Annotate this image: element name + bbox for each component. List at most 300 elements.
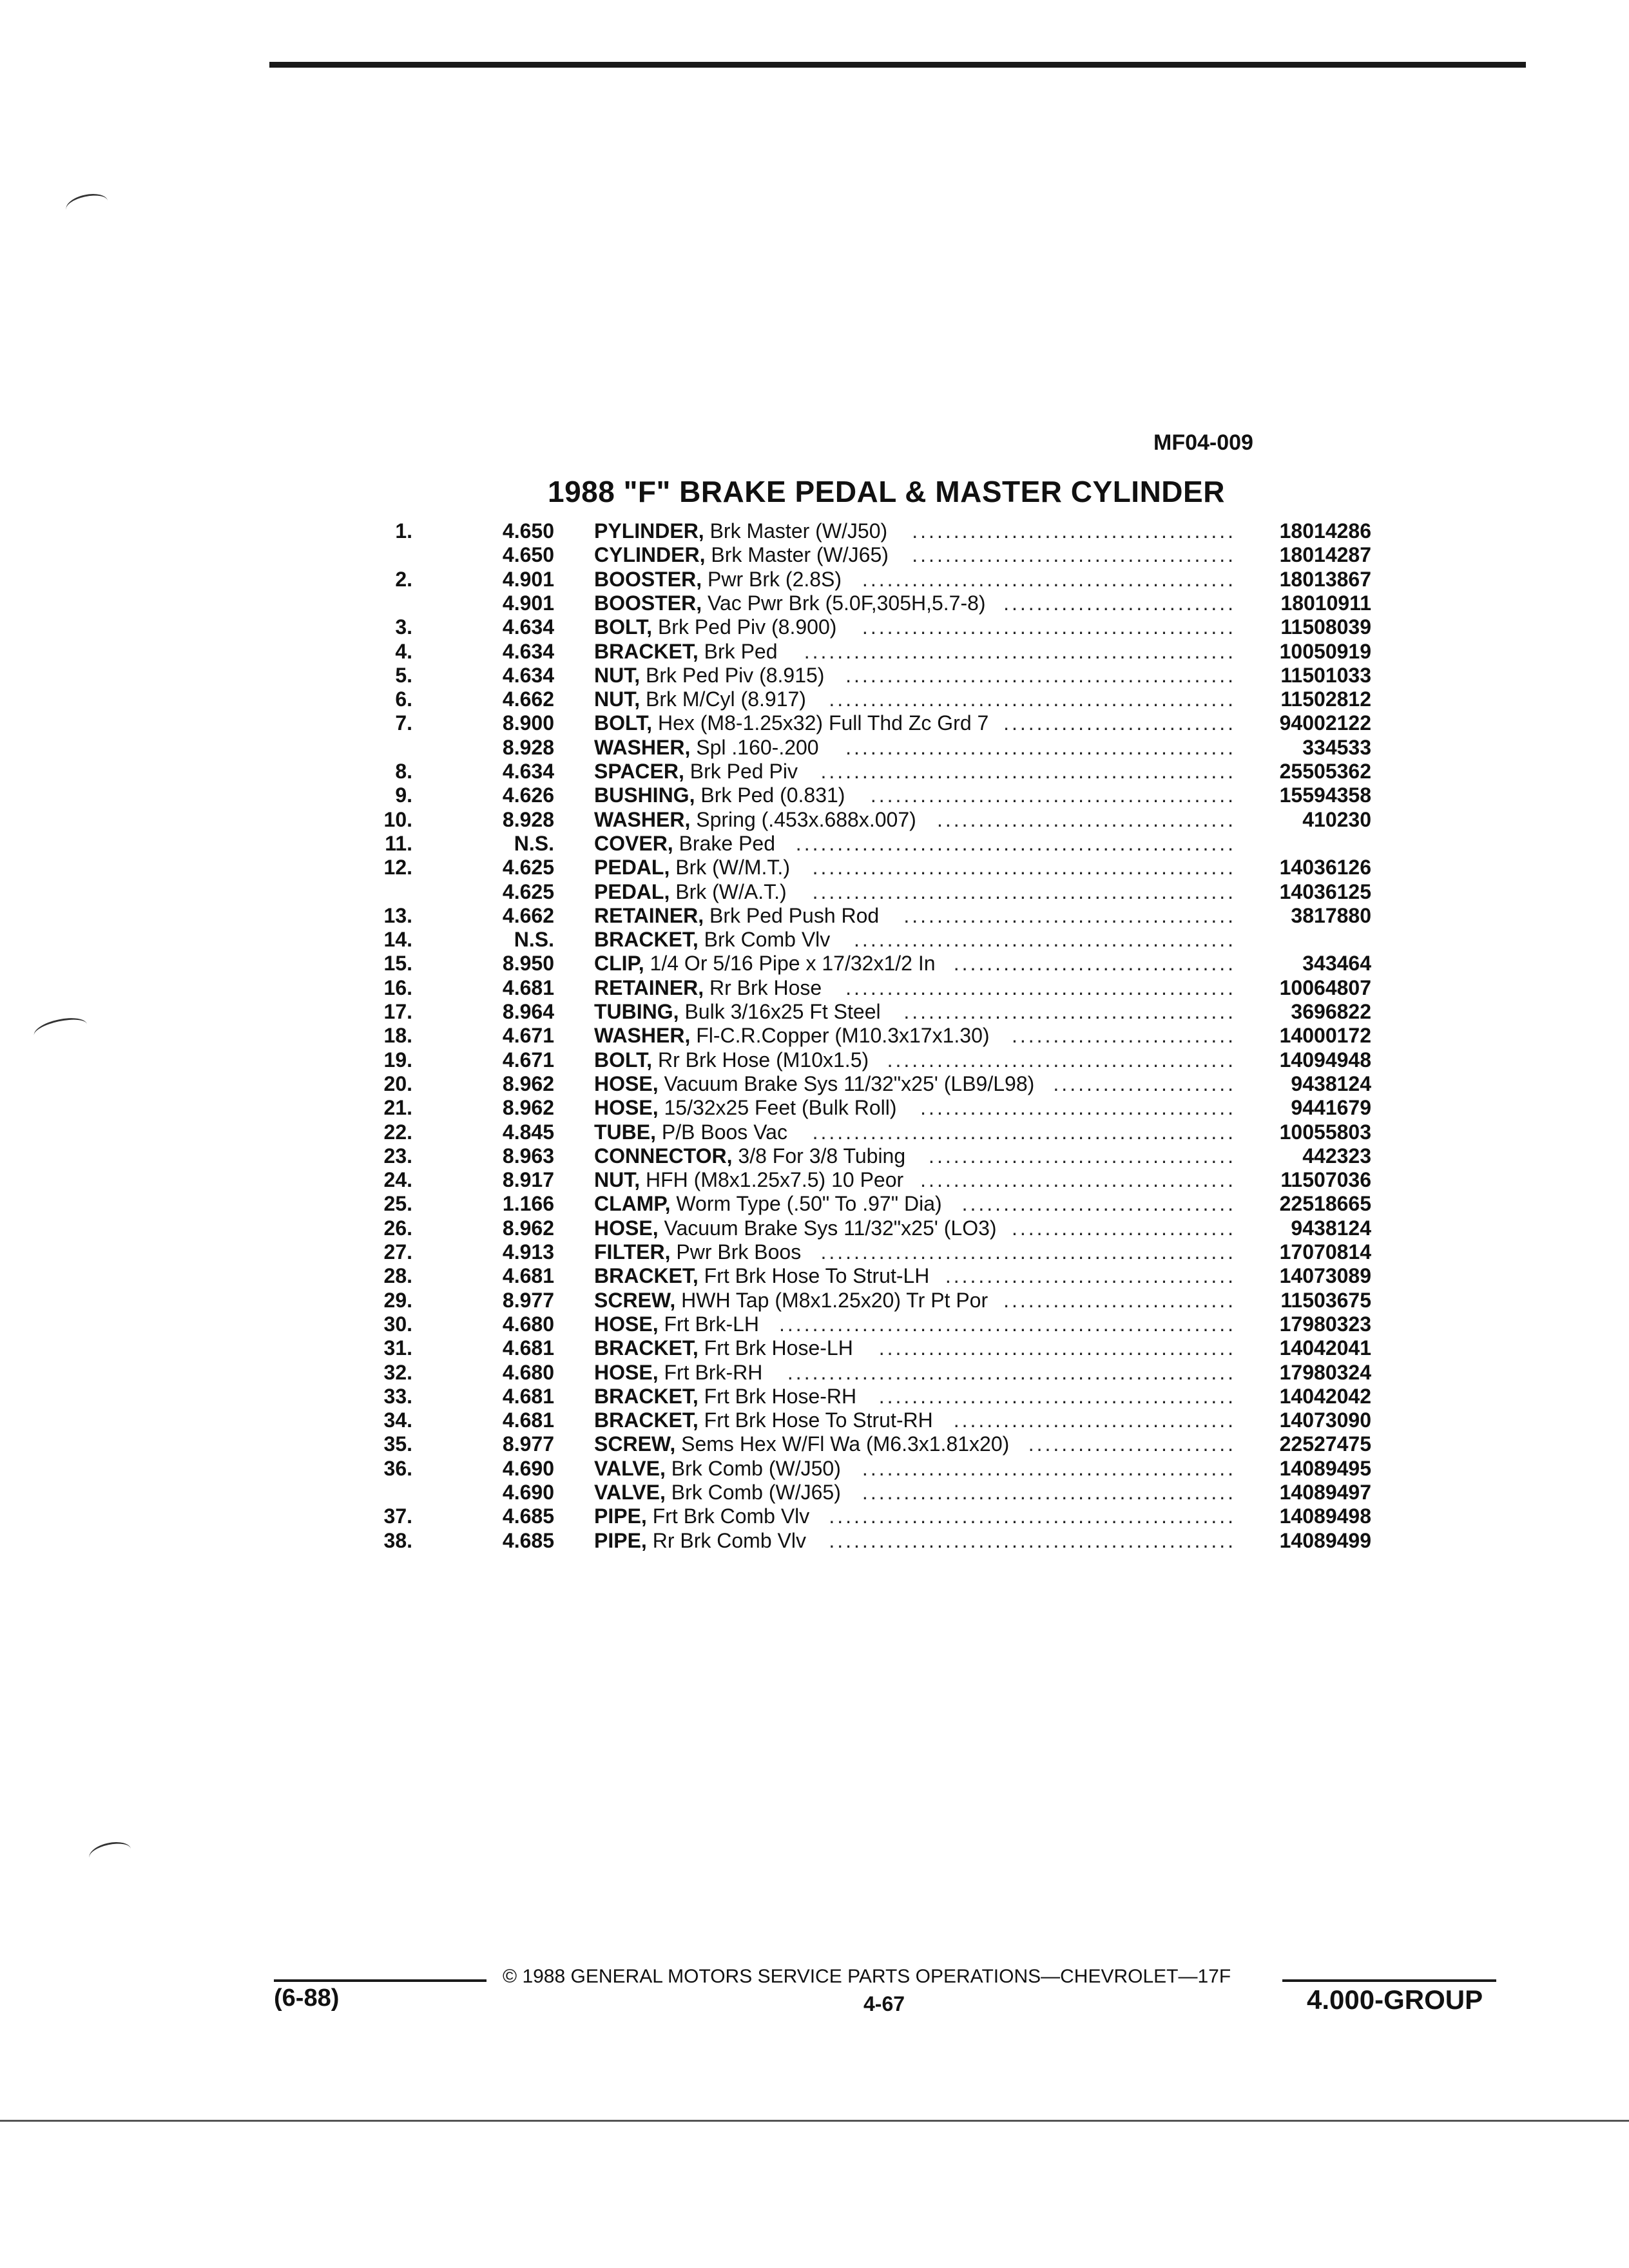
part-detail: Brk Comb Vlv [698,928,831,952]
group-number: 4.690 [502,1481,554,1504]
dot-leader: ........................... [1011,1216,1236,1240]
group-number: 8.962 [502,1096,554,1120]
item-number: 12. [383,856,412,879]
part-row [0,1096,1629,1120]
part-description [594,760,798,783]
part-description [594,1264,929,1288]
part-name: WASHER, [594,1024,691,1048]
bottom-rule [0,2120,1629,2122]
dot-leader: ............................ [1003,591,1236,615]
part-name: BRACKET, [594,639,699,663]
part-detail: Brk Comb (W/J65) [665,1481,841,1504]
part-number: 11501033 [1280,663,1371,687]
group-number: 8.900 [502,711,554,735]
part-detail: 15/32x25 Feet (Bulk Roll) [658,1096,897,1120]
part-name: SPACER, [594,760,684,783]
part-name: VALVE, [594,1456,666,1480]
part-row [0,1504,1629,1528]
dot-leader: .................................. [953,952,1236,975]
part-row [0,1361,1629,1385]
part-detail: Brk Ped [698,639,778,663]
dot-leader: ............................................. [862,567,1236,591]
dot-leader: .................................... [936,807,1236,831]
item-number: 24. [383,1168,412,1192]
dot-leader: ............................................... [845,663,1236,687]
dot-leader: ........................... [1011,1024,1236,1048]
group-number: 4.634 [502,615,554,639]
scan-mark [64,190,110,220]
part-number: 14089495 [1279,1456,1371,1480]
part-name: HOSE, [594,1072,659,1095]
part-description [594,1457,841,1481]
part-name: BOLT, [594,711,653,735]
part-description [594,904,879,928]
part-detail: Spl .160-.200 [690,735,819,759]
part-row [0,687,1629,711]
group-number: 8.977 [502,1432,554,1456]
part-row [0,1289,1629,1312]
part-name: BRACKET, [594,1336,699,1360]
part-detail: Frt Brk Comb Vlv [646,1504,810,1528]
diagram-ref-code: MF04-009 [1153,430,1253,455]
dot-leader: ........................................ [903,903,1236,927]
part-row [0,856,1629,879]
part-number: 22518665 [1279,1192,1371,1216]
group-number: 4.901 [502,567,554,591]
item-number: 36. [383,1456,412,1480]
part-number: 14042042 [1279,1384,1371,1408]
part-description [594,1432,1009,1456]
part-detail: Pwr Brk (2.8S) [702,567,842,591]
part-detail: HFH (M8x1.25x7.5) 10 Peor [640,1168,904,1192]
item-number: 33. [383,1384,412,1408]
part-detail: Brk Ped Piv (8.900) [652,615,837,639]
dot-leader: ..................................................... [795,831,1236,855]
part-detail: Frt Brk-LH [658,1312,760,1336]
dot-leader: .................................................... [804,639,1236,663]
part-row [0,783,1629,807]
part-name: NUT, [594,687,641,711]
part-row [0,1529,1629,1553]
part-description [594,783,845,807]
part-detail: HWH Tap (M8x1.25x20) Tr Pt Por [675,1288,988,1312]
part-row [0,543,1629,567]
group-number: 4.690 [502,1456,554,1480]
part-description [594,1385,856,1408]
part-detail: P/B Boos Vac [656,1120,787,1144]
dot-leader: ........................................ [903,1000,1236,1023]
part-description [594,1168,903,1192]
part-number: 17070814 [1279,1240,1371,1264]
part-row [0,736,1629,760]
dot-leader: ............................ [1003,1288,1236,1312]
part-number: 334533 [1302,735,1371,759]
part-number: 22527475 [1279,1432,1371,1456]
dot-leader: ..................................... [929,1144,1236,1168]
group-number: 4.685 [502,1528,554,1552]
group-number: 1.166 [502,1192,554,1216]
item-number: 29. [383,1288,412,1312]
part-name: PEDAL, [594,856,670,879]
part-row [0,952,1629,975]
part-detail: Rr Brk Hose (M10x1.5) [652,1048,869,1072]
part-name: SCREW, [594,1288,676,1312]
part-number: 9438124 [1291,1216,1371,1240]
part-name: PYLINDER, [594,519,704,543]
item-number: 35. [383,1432,412,1456]
part-detail: Brk Ped Piv [684,760,798,783]
part-number: 18010911 [1280,591,1371,615]
part-number: 18014287 [1279,543,1371,567]
part-row [0,1048,1629,1072]
page-title: 1988 "F" BRAKE PEDAL & MASTER CYLINDER [548,475,1225,508]
part-row [0,832,1629,856]
part-row [0,1216,1629,1240]
scan-mark [87,1838,133,1868]
part-name: CLAMP, [594,1192,671,1216]
dot-leader: ................................................. [829,687,1236,711]
item-number: 34. [383,1408,412,1432]
part-name: BRACKET, [594,1264,699,1288]
group-number: 8.962 [502,1072,554,1095]
group-number: 8.963 [502,1144,554,1168]
part-number: 14036125 [1279,879,1371,903]
part-row [0,1144,1629,1168]
dot-leader: .................................................. [820,760,1236,783]
part-number: 14042041 [1279,1336,1371,1360]
part-name: RETAINER, [594,903,704,927]
dot-leader: ...................................... [920,1096,1236,1120]
part-detail: Sems Hex W/Fl Wa (M6.3x1.81x20) [675,1432,1010,1456]
item-number: 16. [383,975,412,999]
part-number: 9441679 [1291,1096,1371,1120]
footer-copyright: © 1988 GENERAL MOTORS SERVICE PARTS OPERATIONS—CHEVROLET—17F [503,1966,1231,1987]
part-description [594,1289,988,1312]
group-number: 4.625 [502,856,554,879]
part-description [594,711,988,735]
item-number: 31. [383,1336,412,1360]
item-number: 6. [395,687,412,711]
part-number: 25505362 [1279,760,1371,783]
group-number: 4.913 [502,1240,554,1264]
dot-leader: ................................................. [829,1528,1236,1552]
part-number: 3817880 [1291,903,1371,927]
part-name: WASHER, [594,807,691,831]
dot-leader: ............................................... [845,735,1236,759]
part-detail: 3/8 For 3/8 Tubing [732,1144,906,1168]
group-number: 4.634 [502,663,554,687]
item-number: 18. [383,1024,412,1048]
group-number: 4.681 [502,1336,554,1360]
part-name: BOOSTER, [594,591,702,615]
part-detail: Brk Master (W/J50) [704,519,888,543]
part-name: BRACKET, [594,928,699,952]
part-name: CONNECTOR, [594,1144,733,1168]
dot-leader: ................................................... [812,1120,1236,1144]
part-detail: Bulk 3/16x25 Ft Steel [679,1000,881,1023]
group-number: 4.625 [502,879,554,903]
item-number: 4. [395,639,412,663]
item-number: 20. [383,1072,412,1095]
dot-leader: ................................................. [829,1504,1236,1528]
part-name: RETAINER, [594,975,704,999]
item-number: 38. [383,1528,412,1552]
dot-leader: ...................................................... [787,1360,1236,1384]
part-number: 17980323 [1279,1312,1371,1336]
item-number: 30. [383,1312,412,1336]
dot-leader: .............................................. [854,928,1236,952]
part-name: VALVE, [594,1481,666,1504]
part-number: 14000172 [1279,1024,1371,1048]
part-number: 18014286 [1279,519,1371,543]
part-name: BOLT, [594,615,653,639]
part-name: SCREW, [594,1432,676,1456]
part-name: HOSE, [594,1216,659,1240]
part-description [594,1072,1034,1096]
part-row [0,1240,1629,1264]
part-name: NUT, [594,663,641,687]
part-description [594,543,889,567]
item-number: 21. [383,1096,412,1120]
part-description [594,880,787,904]
part-description [594,687,806,711]
group-number: 4.685 [502,1504,554,1528]
part-row [0,1168,1629,1192]
part-row [0,1000,1629,1024]
group-number: 4.680 [502,1360,554,1384]
part-detail: Brk Master (W/J65) [705,543,889,567]
part-description [594,832,775,856]
part-number: 9438124 [1291,1072,1371,1095]
part-description [594,1336,853,1360]
part-number: 14094948 [1279,1048,1371,1072]
part-number: 442323 [1302,1144,1371,1168]
part-row [0,760,1629,783]
part-number: 343464 [1302,952,1371,975]
part-description [594,1024,990,1048]
part-detail: Pwr Brk Boos [670,1240,802,1264]
part-name: PEDAL, [594,879,670,903]
part-number: 14036126 [1279,856,1371,879]
dot-leader: ........................................... [878,1384,1236,1408]
dot-leader: ............................................ [870,783,1236,807]
part-detail: Rr Brk Hose [704,975,822,999]
item-number: 22. [383,1120,412,1144]
dot-leader: ......................... [1028,1432,1236,1456]
part-row [0,1024,1629,1048]
part-description [594,808,916,832]
part-description [594,1144,905,1168]
part-name: FILTER, [594,1240,671,1264]
part-number: 11508039 [1280,615,1371,639]
part-detail: Spring (.453x.688x.007) [690,807,916,831]
part-description [594,615,836,639]
part-name: BOOSTER, [594,567,702,591]
part-number: 10064807 [1279,975,1371,999]
part-detail: Brk Comb (W/J50) [665,1456,841,1480]
part-number: 14089498 [1279,1504,1371,1528]
part-description [594,1481,841,1504]
part-number: 14089499 [1279,1528,1371,1552]
group-number: N.S. [514,928,554,952]
part-detail: Brk (W/M.T.) [670,856,790,879]
item-number: 26. [383,1216,412,1240]
part-number: 14073090 [1279,1408,1371,1432]
item-number: 2. [395,567,412,591]
part-row [0,1432,1629,1456]
part-description [594,1240,801,1264]
item-number: 37. [383,1504,412,1528]
part-row [0,1336,1629,1360]
part-description [594,1408,933,1432]
page-number: 4-67 [863,1992,905,2015]
part-detail: Brk Ped (0.831) [695,783,845,807]
part-detail: Brk (W/A.T.) [670,879,787,903]
part-row [0,711,1629,735]
part-name: HOSE, [594,1312,659,1336]
part-detail: Vac Pwr Brk (5.0F,305H,5.7-8) [702,591,986,615]
group-number: 4.680 [502,1312,554,1336]
group-number: 4.901 [502,591,554,615]
part-number: 11507036 [1280,1168,1371,1192]
part-description [594,519,887,543]
item-number: 3. [395,615,412,639]
dot-leader: ................................................... [812,856,1236,879]
group-number: 8.928 [502,735,554,759]
part-row [0,1408,1629,1432]
item-number: 28. [383,1264,412,1288]
part-detail: Frt Brk Hose To Strut-LH [698,1264,930,1288]
group-number: N.S. [514,831,554,855]
group-number: 8.962 [502,1216,554,1240]
part-row [0,1457,1629,1481]
item-number: 9. [395,783,412,807]
part-number: 14089497 [1279,1481,1371,1504]
dot-leader: ................................................... [812,879,1236,903]
part-detail: Brake Ped [673,831,775,855]
part-description [594,856,790,879]
item-number: 1. [395,519,412,543]
group-number: 8.977 [502,1288,554,1312]
group-number: 4.845 [502,1120,554,1144]
dot-leader: ....................................................... [779,1312,1236,1336]
part-name: BOLT, [594,1048,653,1072]
group-number: 8.928 [502,807,554,831]
part-detail: Vacuum Brake Sys 11/32"x25' (LO3) [658,1216,997,1240]
part-name: BRACKET, [594,1408,699,1432]
group-number: 4.662 [502,687,554,711]
item-number: 23. [383,1144,412,1168]
part-row [0,1192,1629,1216]
group-number: 8.950 [502,952,554,975]
part-number: 94002122 [1279,711,1371,735]
dot-leader: .......................................... [887,1048,1236,1072]
part-row [0,591,1629,615]
dot-leader: ........................................... [878,1336,1236,1360]
item-number: 32. [383,1360,412,1384]
part-number: 410230 [1302,807,1371,831]
part-number: 11502812 [1280,687,1371,711]
item-number: 10. [383,807,412,831]
part-row [0,1264,1629,1288]
part-description [594,1529,806,1553]
part-description [594,1000,881,1024]
dot-leader: ............................................. [862,615,1236,639]
part-description [594,1504,809,1528]
part-row [0,1120,1629,1144]
dot-leader: ...................................... [920,1168,1236,1192]
group-number: 4.681 [502,1384,554,1408]
part-number: 17980324 [1279,1360,1371,1384]
item-number: 27. [383,1240,412,1264]
part-row [0,1481,1629,1504]
item-number: 5. [395,663,412,687]
part-description [594,1120,787,1144]
part-name: WASHER, [594,735,691,759]
group-number: 4.681 [502,975,554,999]
group-number: 4.681 [502,1264,554,1288]
part-name: COVER, [594,831,673,855]
item-number: 17. [383,1000,412,1023]
part-name: TUBING, [594,1000,679,1023]
part-row [0,1312,1629,1336]
part-name: NUT, [594,1168,641,1192]
dot-leader: ............................................. [862,1456,1236,1480]
dot-leader: ...................... [1053,1072,1236,1095]
part-number: 18013867 [1279,567,1371,591]
part-name: CLIP, [594,952,644,975]
part-detail: Frt Brk Hose-RH [698,1384,857,1408]
item-number: 19. [383,1048,412,1072]
part-description [594,1096,897,1120]
part-number: 10055803 [1279,1120,1371,1144]
part-description [594,928,830,952]
part-row [0,568,1629,591]
dot-leader: ............................................... [845,975,1236,999]
part-detail: 1/4 Or 5/16 Pipe x 17/32x1/2 In [644,952,936,975]
part-description [594,664,824,687]
part-description [594,568,842,591]
part-row [0,615,1629,639]
part-description [594,976,822,1000]
part-description [594,736,819,760]
dot-leader: ................................. [961,1192,1236,1216]
dot-leader: ............................................. [862,1481,1236,1504]
part-description [594,1312,759,1336]
item-number: 15. [383,952,412,975]
group-number: 4.634 [502,760,554,783]
part-detail: Worm Type (.50" To .97" Dia) [670,1192,942,1216]
footer-rule-left [274,1979,487,1982]
part-name: TUBE, [594,1120,656,1144]
item-number: 25. [383,1192,412,1216]
dot-leader: .................................. [953,1408,1236,1432]
dot-leader: ................................... [945,1264,1236,1288]
part-detail: Rr Brk Comb Vlv [646,1528,806,1552]
item-number: 7. [395,711,412,735]
footer-date: (6-88) [274,1984,340,2012]
part-name: BRACKET, [594,1384,699,1408]
group-number: 4.626 [502,783,554,807]
group-number: 8.964 [502,1000,554,1023]
group-number: 4.662 [502,903,554,927]
part-number: 15594358 [1279,783,1371,807]
footer-rule-right [1282,1979,1496,1982]
part-row [0,880,1629,904]
group-number: 8.917 [502,1168,554,1192]
part-row [0,904,1629,928]
part-detail: Brk Ped Push Rod [704,903,880,927]
